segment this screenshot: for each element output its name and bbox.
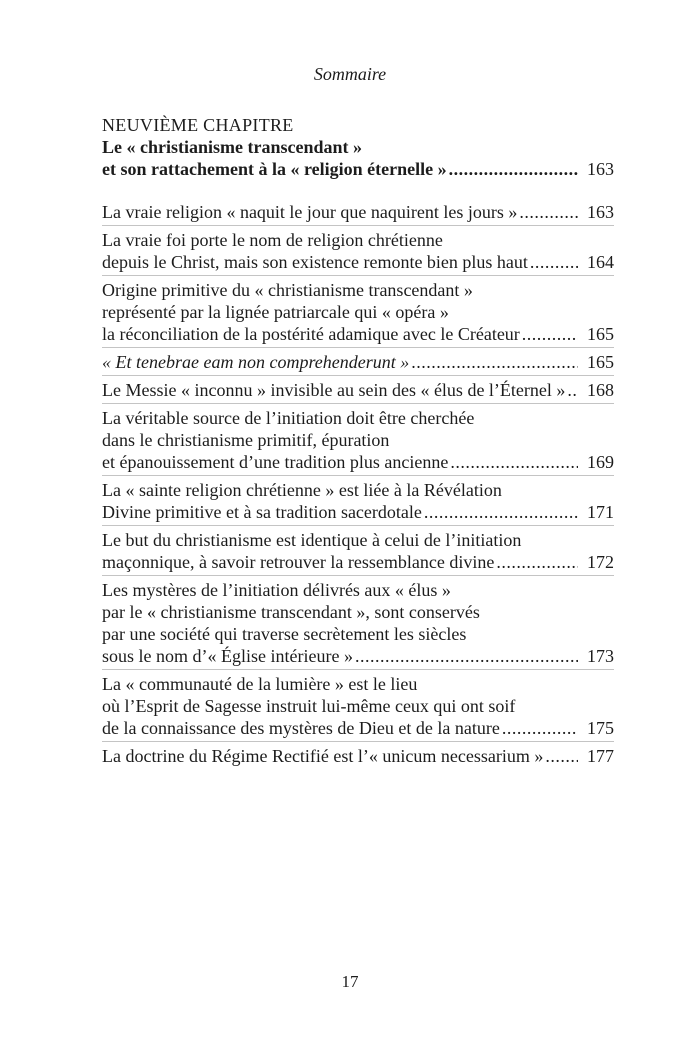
page-number: 165 [587,352,614,372]
page-number: 165 [587,324,614,344]
toc-entry-last-line [102,351,614,373]
toc-entry-line: La « sainte religion chrétienne » est liée à la Révélation [102,480,502,500]
dot-leader [567,379,578,401]
page-number: 163 [587,202,614,222]
toc-entry-line: Origine primitive du « christianisme transcendant » [102,280,473,300]
page-number: 171 [587,502,614,522]
toc-entry [102,669,614,741]
spacer [102,180,614,198]
toc-entry [102,475,614,525]
dot-leader [545,745,578,767]
toc-entry-line: « Et tenebrae eam non comprehenderunt » [102,352,410,372]
toc-entry-line: sous le nom d’« Église intérieure » [102,646,353,666]
toc-entry [102,375,614,403]
toc-entry-line: la réconciliation de la postérité adamique avec le Créateur [102,324,520,344]
dot-leader [522,323,578,345]
toc-entry [102,741,614,769]
toc-entry-last-line [102,201,614,223]
toc-entry-last-line [102,251,614,273]
dot-leader [449,158,578,180]
toc-entry-line: La vraie foi porte le nom de religion chrétienne [102,230,443,250]
toc-entry [102,575,614,669]
toc-entry-last-line [102,645,614,667]
toc-entry-line: Le Messie « inconnu » invisible au sein des « élus de l’Éternel » [102,380,566,400]
dot-leader [502,717,578,739]
page-number: 163 [587,159,614,179]
chapter-label: NEUVIÈME CHAPITRE [102,115,294,135]
toc-entry-line: La vraie religion « naquit le jour que naquirent les jours » [102,202,518,222]
chapter-title-line: Le « christianisme transcendant » [102,137,362,157]
toc-entry-line: dans le christianisme primitif, épuration [102,430,390,450]
toc-entry-last-line [102,451,614,473]
toc-entry [102,525,614,575]
toc-entry-line: maçonnique, à savoir retrouver la ressemblance divine [102,552,495,572]
page-number: 175 [587,718,614,738]
toc-entry-line: de la connaissance des mystères de Dieu et de la nature [102,718,500,738]
toc-entry-last-line [102,745,614,767]
dot-leader [355,645,578,667]
toc-entry-line: depuis le Christ, mais son existence remonte bien plus haut [102,252,528,272]
page-number: 173 [587,646,614,666]
toc-entry [102,347,614,375]
page-number: 172 [587,552,614,572]
dot-leader [519,201,578,223]
table-of-contents [102,114,614,769]
toc-entry-line: Les mystères de l’initiation délivrés aux « élus » [102,580,451,600]
toc-entry-last-line [102,323,614,345]
dot-leader [424,501,578,523]
toc-entry-line: par une société qui traverse secrètement les siècles [102,624,467,644]
chapter-title-line: et son rattachement à la « religion éternelle » [102,159,447,179]
toc-entry-last-line [102,717,614,739]
toc-entry-line: Le but du christianisme est identique à celui de l’initiation [102,530,522,550]
running-header: Sommaire [313,64,387,84]
toc-entry-line: La véritable source de l’initiation doit être cherchée [102,408,475,428]
toc-entry [102,403,614,475]
toc-entry [102,275,614,347]
dot-leader [411,351,578,373]
toc-entry-last-line [102,379,614,401]
toc-entry [102,198,614,225]
toc-entry-last-line [102,551,614,573]
dot-leader [530,251,578,273]
page-number: 164 [587,252,614,272]
toc-entry-line: où l’Esprit de Sagesse instruit lui-même ceux qui ont soif [102,696,516,716]
toc-entry-line: La « communauté de la lumière » est le lieu [102,674,418,694]
toc-entry-line: représenté par la lignée patriarcale qui « opéra » [102,302,449,322]
page-number: 168 [587,380,614,400]
page-number-footer: 17 [341,972,359,991]
toc-entry-line: Divine primitive et à sa tradition sacerdotale [102,502,422,522]
toc-entry-line: par le « christianisme transcendant », sont conservés [102,602,480,622]
chapter-title-last-line [102,158,614,180]
chapter-entry [102,114,614,180]
page-number: 177 [587,746,614,766]
toc-entry [102,225,614,275]
toc-entry-line: La doctrine du Régime Rectifié est l’« unicum necessarium » [102,746,544,766]
dot-leader [450,451,578,473]
toc-entry-last-line [102,501,614,523]
page-number: 169 [587,452,614,472]
toc-entry-line: et épanouissement d’une tradition plus ancienne [102,452,449,472]
dot-leader [496,551,578,573]
